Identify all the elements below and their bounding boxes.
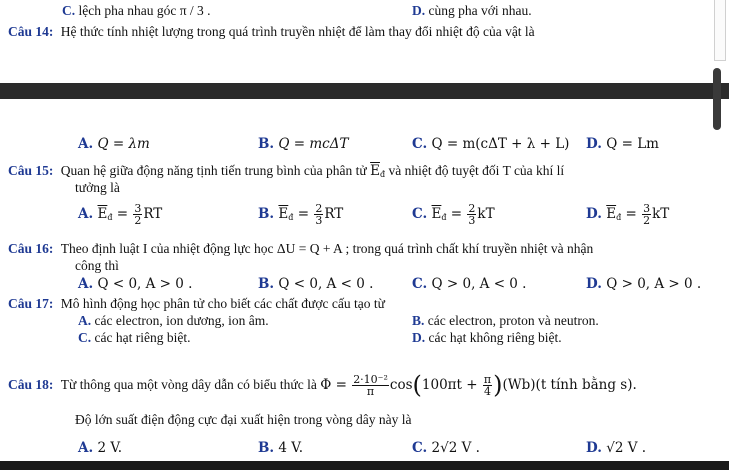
- question-17: Câu 17: Mô hình động học phân tử cho biết các chất được cấu tạo từ: [8, 296, 385, 311]
- q15-option-c[interactable]: C. $\overline{E}_đ$ = $\frac{2}{3}$ kT: [412, 202, 495, 227]
- q14-option-d[interactable]: D. Q = Lm: [586, 136, 659, 152]
- question-16: Câu 16: Theo định luật I của nhiệt động lực học ΔU = Q + A ; trong quá trình chất khí truyền nhiệt và nhận: [8, 241, 594, 256]
- q16-option-b[interactable]: B. Q < 0, A < 0 .: [258, 276, 374, 292]
- scrollbar-thumb[interactable]: [713, 68, 721, 130]
- q14-option-b[interactable]: B. Q = mcΔT: [258, 136, 349, 152]
- dark-separator-band: [0, 83, 729, 99]
- q17-option-d[interactable]: D. các hạt không riêng biệt.: [412, 330, 562, 345]
- kinetic-energy-symbol: $\overline{E}_đ$: [370, 163, 386, 179]
- q15-option-d[interactable]: D. $\overline{E}_đ$ = $\frac{3}{2}$ kT: [586, 202, 670, 227]
- q16-option-c[interactable]: C. Q > 0, A < 0 .: [412, 276, 527, 292]
- question-text: Hệ thức tính nhiệt lượng trong quá trình truyền nhiệt để làm thay đổi nhiệt độ của vật là: [60, 24, 535, 39]
- flux-formula: Φ = $\frac{\text{2·10⁻²}}{\pi}$ cos(100πt + $\frac{\pi}{4}$ )(Wb)(t tính bằng s).: [320, 371, 637, 399]
- q18-option-b[interactable]: B. 4 V.: [258, 440, 303, 456]
- q17-option-b[interactable]: B. các electron, proton và neutron.: [412, 313, 599, 328]
- question-14: [8, 24, 535, 40]
- question-18-cont: Độ lớn suất điện động cực đại xuất hiện trong vòng dây này là: [75, 412, 412, 427]
- q17-option-a[interactable]: A. các electron, ion dương, ion âm.: [78, 313, 269, 328]
- prev-option-c: C. lệch pha nhau góc π / 3 .: [62, 3, 211, 18]
- q15-option-a[interactable]: A. $\overline{E}_đ$ = $\frac{3}{2}$ RT: [78, 202, 163, 227]
- q18-option-c[interactable]: C. 2√2 V .: [412, 440, 480, 456]
- q18-option-a[interactable]: A. 2 V.: [78, 440, 123, 456]
- question-18: Câu 18: Từ thông qua một vòng dây dẫn có biểu thức là Φ = $\frac{\text{2·10⁻²}}{\pi}$ cos(100πt + $\frac{\pi}{4}$ )(Wb)(t tính bằng s).: [8, 371, 637, 399]
- bottom-edge-band: [0, 461, 729, 470]
- prev-option-d: D. cùng pha với nhau.: [412, 3, 532, 18]
- q18-option-d[interactable]: D. √2 V .: [586, 440, 647, 456]
- question-15-cont: tưởng là: [75, 180, 120, 195]
- scrollbar-track[interactable]: [714, 0, 726, 61]
- q16-option-a[interactable]: A. Q < 0, A > 0 .: [78, 276, 193, 292]
- q17-option-c[interactable]: C. các hạt riêng biệt.: [78, 330, 191, 345]
- question-15: Câu 15: Quan hệ giữa động năng tịnh tiến trung bình của phân tử $\overline{E}_đ$ và nhiệt độ tuyệt đối T của khí lí: [8, 163, 565, 179]
- q16-option-d[interactable]: D. Q > 0, A > 0 .: [586, 276, 702, 292]
- question-16-cont: công thì: [75, 258, 119, 273]
- q15-option-b[interactable]: B. $\overline{E}_đ$ = $\frac{2}{3}$ RT: [258, 202, 344, 227]
- question-label: Câu 14:: [8, 24, 54, 39]
- q14-option-a[interactable]: A. Q = λm: [78, 136, 150, 152]
- q14-option-c[interactable]: C. Q = m(cΔT + λ + L): [412, 136, 570, 152]
